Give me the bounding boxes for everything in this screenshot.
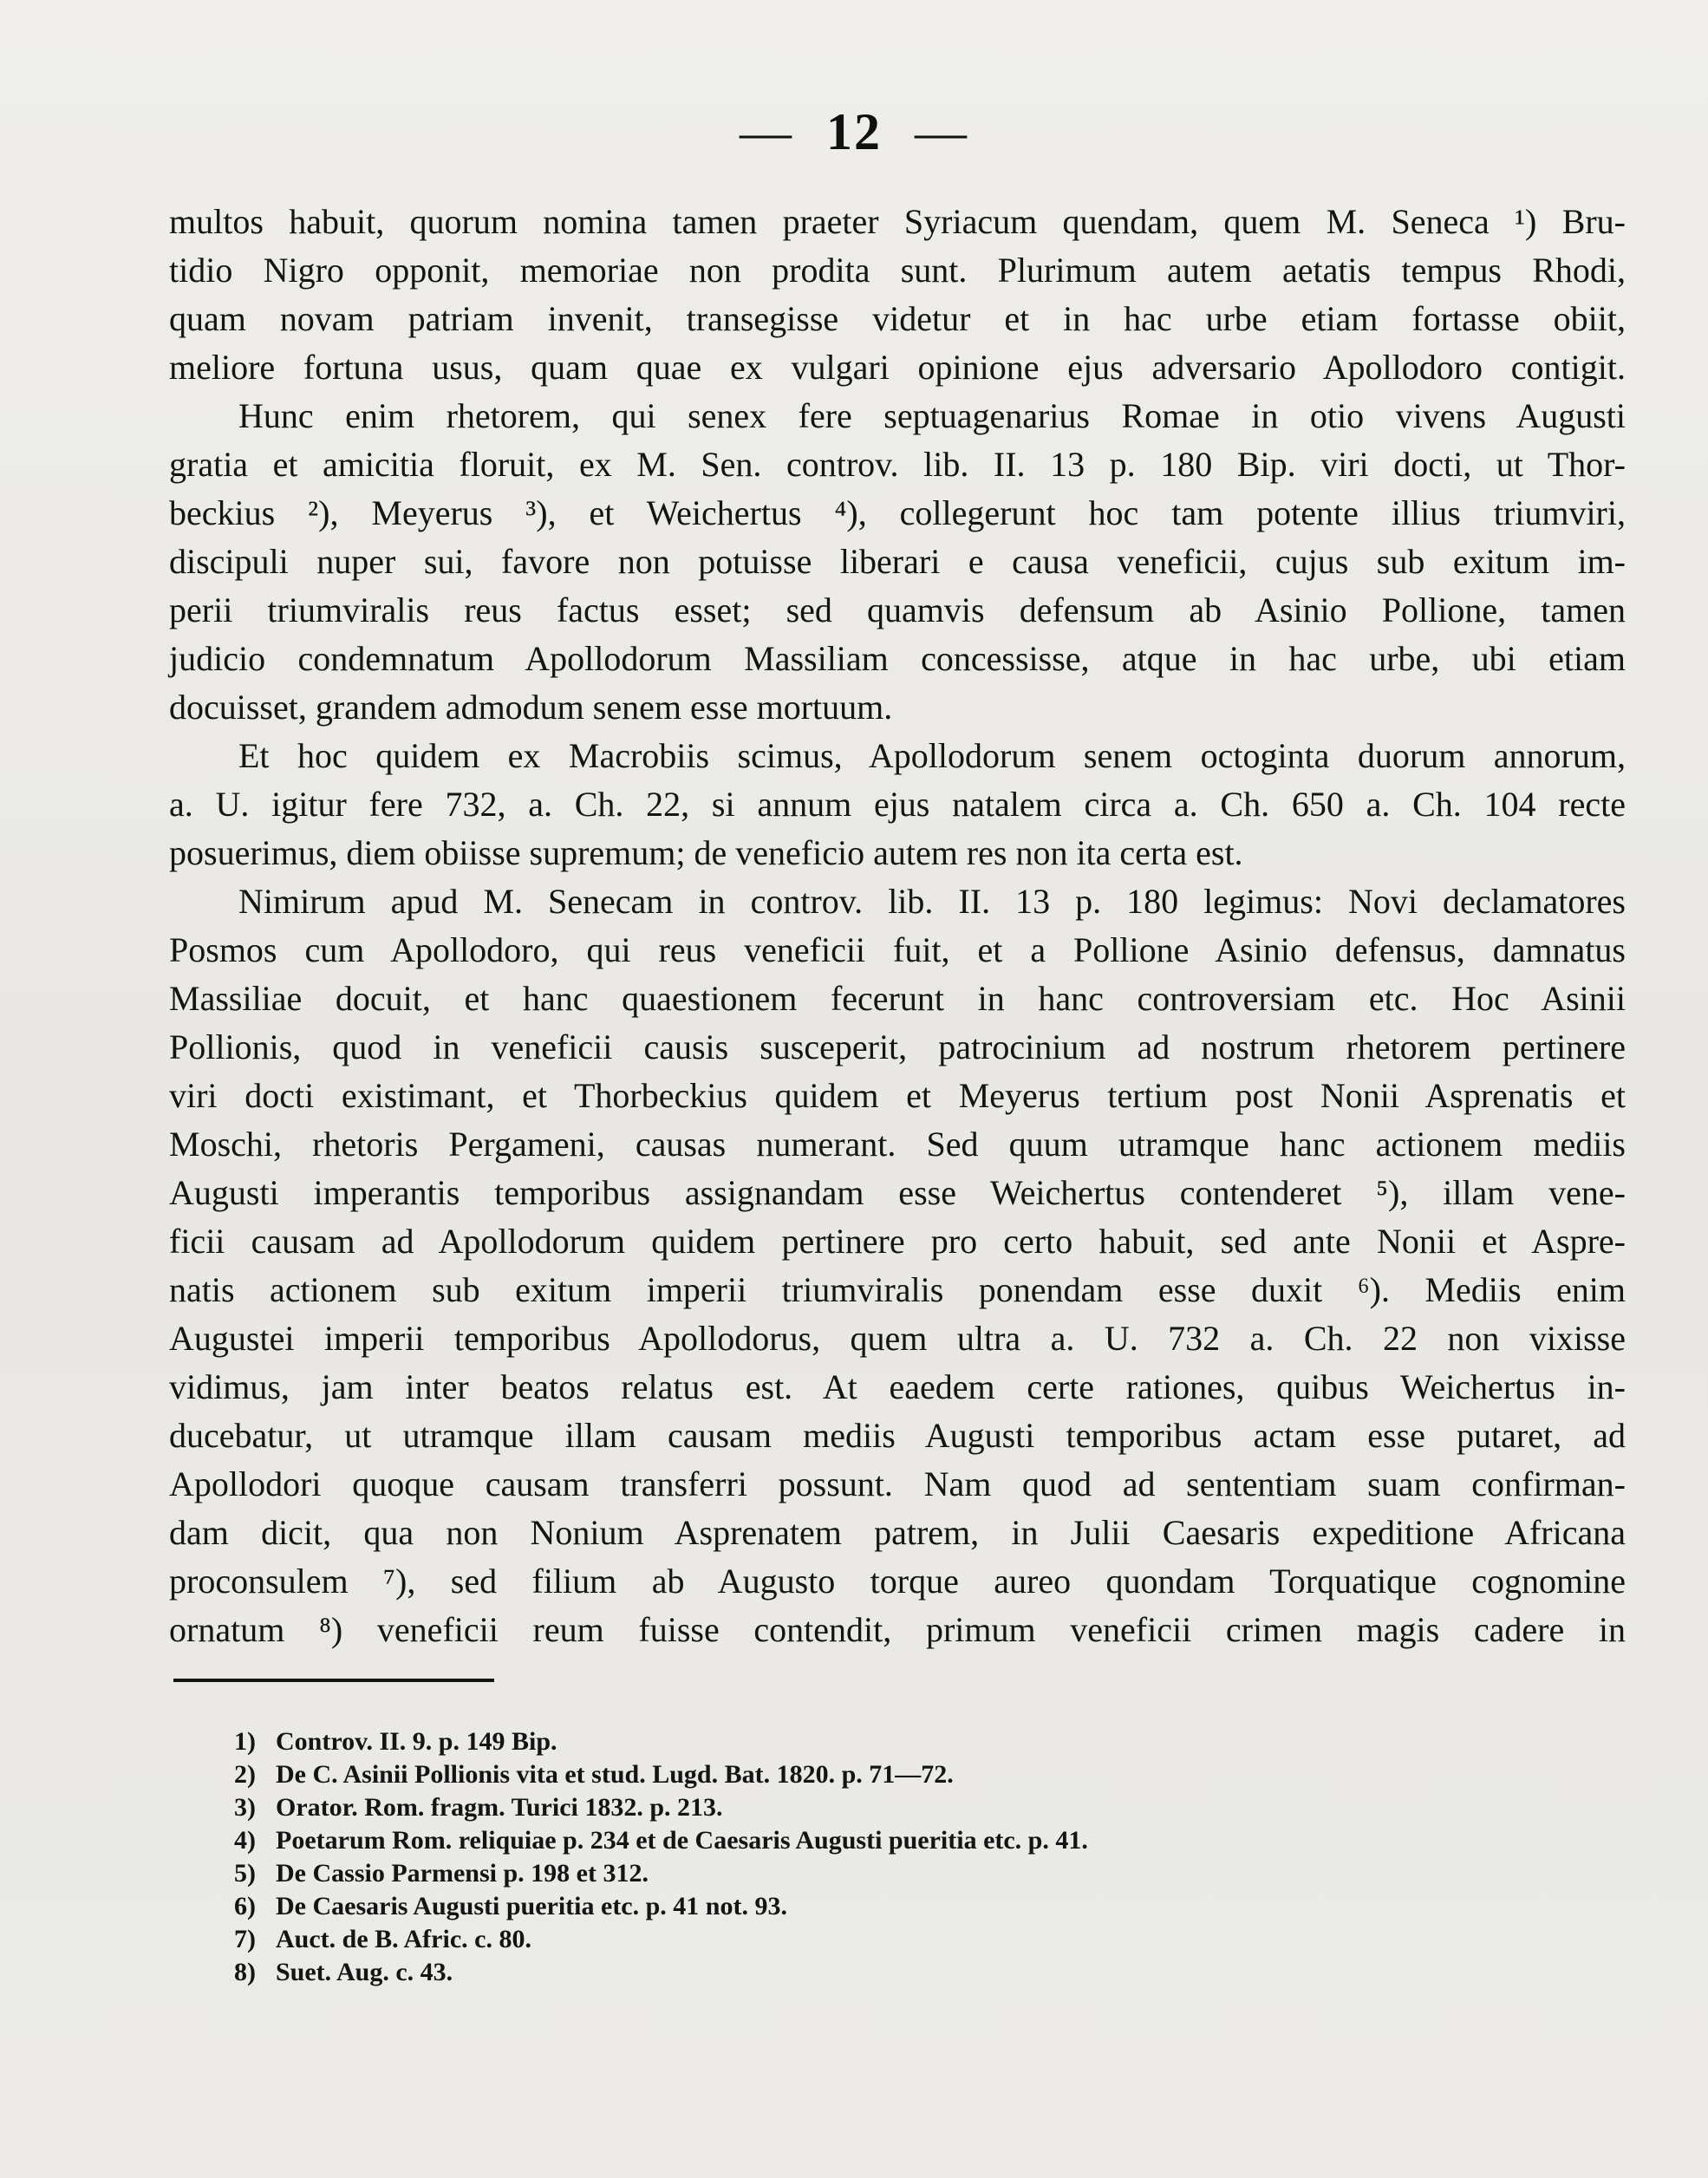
footnote-text: Poetarum Rom. reliquiae p. 234 et de Caesaris Augusti pueritia etc. p. 41. [276,1826,1088,1855]
text-line: a. U. igitur fere 732, a. Ch. 22, si annum ejus natalem circa a. Ch. 650 a. Ch. 104 recte [169,785,1626,824]
text-line: tidio Nigro opponit, memoriae non prodita sunt. Plurimum autem aetatis tempus Rhodi, [169,251,1626,290]
footnote [234,1758,1535,1791]
footnote-text: Controv. II. 9. p. 149 Bip. [276,1727,557,1756]
footnote-text: De Cassio Parmensi p. 198 et 312. [276,1859,649,1888]
footnote-text: De Caesaris Augusti pueritia etc. p. 41 not. 93. [276,1892,787,1920]
footnote-text: De C. Asinii Pollionis vita et stud. Lugd. Bat. 1820. p. 71—72. [276,1760,954,1789]
text-line: Massiliae docuit, et hanc quaestionem fecerunt in hanc controversiam etc. Hoc Asinii [169,979,1626,1018]
footnote-number: 2) [234,1760,256,1789]
footnote [234,1923,1535,1956]
footnote [234,1725,1535,1758]
text-line: judicio condemnatum Apollodorum Massiliam concessisse, atque in hac urbe, ubi etiam [169,639,1626,678]
page-number: 12 [826,103,882,160]
footnote [234,1956,1535,1989]
text-line: Moschi, rhetoris Pergameni, causas numerant. Sed quum utramque hanc actionem mediis [169,1125,1626,1164]
text-line: meliore fortuna usus, quam quae ex vulgari opinione ejus adversario Apollodoro contigit. [169,348,1626,387]
text-line: dam dicit, qua non Nonium Asprenatem patrem, in Julii Caesaris expeditione Africana [169,1513,1626,1552]
text-line: Augustei imperii temporibus Apollodorus, quem ultra a. U. 732 a. Ch. 22 non vixisse [169,1319,1626,1358]
text-line: discipuli nuper sui, favore non potuisse liberari e causa veneficii, cujus sub exitum im- [169,542,1626,581]
text-line: ficii causam ad Apollodorum quidem pertinere pro certo habuit, sed ante Nonii et Aspre- [169,1222,1626,1261]
text-line: posuerimus, diem obiisse supremum; de veneficio autem res non ita certa est. [169,833,1243,872]
footnote [234,1890,1535,1923]
footnote-text: Suet. Aug. c. 43. [276,1958,453,1986]
text-line: Et hoc quidem ex Macrobiis scimus, Apollodorum senem octoginta duorum annorum, [238,736,1626,775]
page-number-dash-right: — [915,103,968,160]
body-text [169,198,1626,1654]
text-line: gratia et amicitia floruit, ex M. Sen. controv. lib. II. 13 p. 180 Bip. viri docti, ut Thor- [169,445,1626,484]
footnote [234,1857,1535,1890]
text-line: Pollionis, quod in veneficii causis susceperit, patrocinium ad nostrum rhetorem pertinere [169,1027,1626,1066]
page-number-header [0,102,1708,162]
text-line: Nimirum apud M. Senecam in controv. lib. II. 13 p. 180 legimus: Novi declamatores [238,882,1626,921]
footnote-text: Orator. Rom. fragm. Turici 1832. p. 213. [276,1793,723,1822]
footnotes [234,1725,1535,1989]
footnote [234,1791,1535,1824]
footnote-number: 7) [234,1925,256,1953]
footnote-divider [173,1679,494,1682]
footnote-number: 6) [234,1892,256,1920]
text-line: Posmos cum Apollodoro, qui reus veneficii fuit, et a Pollione Asinio defensus, damnatus [169,930,1626,969]
footnote-number: 3) [234,1793,256,1822]
text-line: multos habuit, quorum nomina tamen praeter Syriacum quendam, quem M. Seneca ¹) Bru- [169,202,1626,241]
footnote-number: 8) [234,1958,256,1986]
footnote-number: 1) [234,1727,256,1756]
text-line: viri docti existimant, et Thorbeckius quidem et Meyerus tertium post Nonii Asprenatis et [169,1076,1626,1115]
text-line: vidimus, jam inter beatos relatus est. At eaedem certe rationes, quibus Weichertus in- [169,1367,1626,1406]
page-number-dash-left: — [740,103,793,160]
text-line: perii triumviralis reus factus esset; sed quamvis defensum ab Asinio Pollione, tamen [169,590,1626,629]
text-line: docuisset, grandem admodum senem esse mortuum. [169,688,893,727]
text-line: ducebatur, ut utramque illam causam mediis Augusti temporibus actam esse putaret, ad [169,1416,1626,1455]
text-line: Augusti imperantis temporibus assignandam esse Weichertus contenderet ⁵), illam vene- [169,1173,1626,1212]
footnote [234,1824,1535,1857]
footnote-text: Auct. de B. Afric. c. 80. [276,1925,531,1953]
footnote-number: 5) [234,1859,256,1888]
footnote-number: 4) [234,1826,256,1855]
text-line: natis actionem sub exitum imperii triumviralis ponendam esse duxit ⁶). Mediis enim [169,1270,1626,1309]
text-line: Apollodori quoque causam transferri possunt. Nam quod ad sententiam suam confirman- [169,1464,1626,1503]
text-line: ornatum ⁸) veneficii reum fuisse contendit, primum veneficii crimen magis cadere in [169,1610,1626,1649]
text-line: quam novam patriam invenit, transegisse videtur et in hac urbe etiam fortasse obiit, [169,299,1626,338]
text-line: Hunc enim rhetorem, qui senex fere septuagenarius Romae in otio vivens Augusti [238,396,1626,435]
text-line: beckius ²), Meyerus ³), et Weichertus ⁴), collegerunt hoc tam potente illius triumviri, [169,493,1626,532]
text-line: proconsulem ⁷), sed filium ab Augusto torque aureo quondam Torquatique cognomine [169,1562,1626,1601]
